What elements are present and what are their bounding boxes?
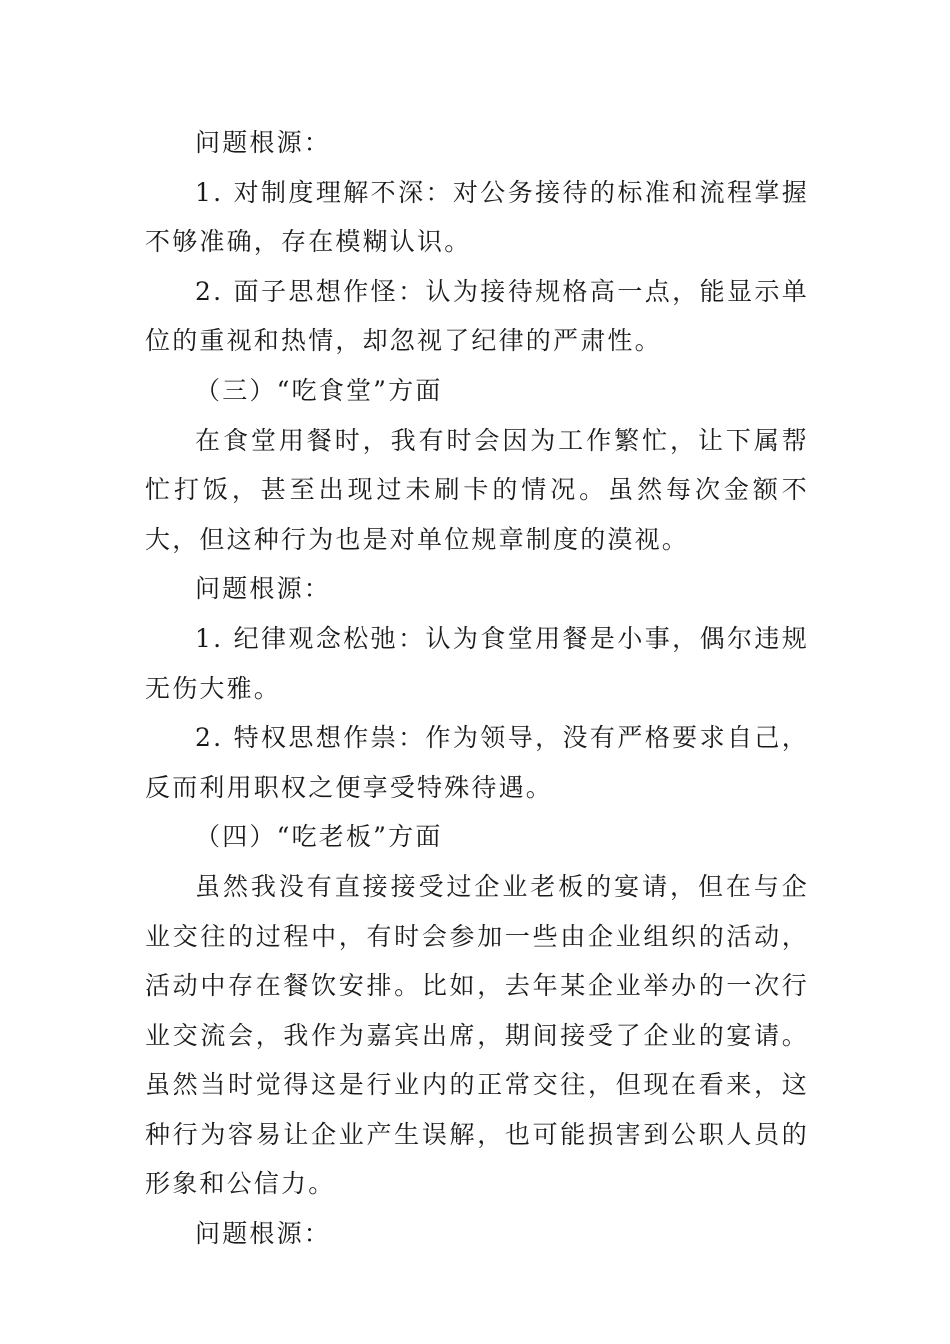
paragraph-problem-root-1: 问题根源： [195, 128, 332, 157]
section-heading-canteen: （三）“吃食堂”方面 [195, 375, 443, 405]
document-body [145, 118, 809, 1259]
paragraph-boss-body: 虽然我没有直接接受过企业老板的宴请，但在与企业交往的过程中，有时会参加一些由企业组织的活动，活动中存在餐饮安排。比如，去年某企业举办的一次行业交流会，我作为嘉宾出席，期间接受了企业的宴请。虽然当时觉得这是行业内的正常交往，但现在看来，这种行为容易让企业产生误解，也可能损害到公职人员的形象和公信力。 [145, 871, 809, 1199]
paragraph-cause-3: 1. 纪律观念松弛：认为食堂用餐是小事，偶尔违规无伤大雅。 [145, 623, 809, 703]
paragraph-cause-2: 2. 面子思想作怪：认为接待规格高一点，能显示单位的重视和热情，却忽视了纪律的严肃性。 [145, 276, 809, 356]
paragraph-cause-4: 2. 特权思想作祟：作为领导，没有严格要求自己，反而利用职权之便享受特殊待遇。 [145, 723, 809, 802]
section-heading-boss: （四）“吃老板”方面 [195, 822, 443, 852]
paragraph-problem-root-2: 问题根源： [195, 574, 332, 604]
paragraph-problem-root-3: 问题根源： [195, 1219, 332, 1249]
paragraph-canteen-body: 在食堂用餐时，我有时会因为工作繁忙，让下属帮忙打饭，甚至出现过未刷卡的情况。虽然每次金额不大，但这种行为也是对单位规章制度的漠视。 [145, 425, 809, 554]
paragraph-cause-1: 1. 对制度理解不深：对公务接待的标准和流程掌握不够准确，存在模糊认识。 [145, 177, 809, 257]
